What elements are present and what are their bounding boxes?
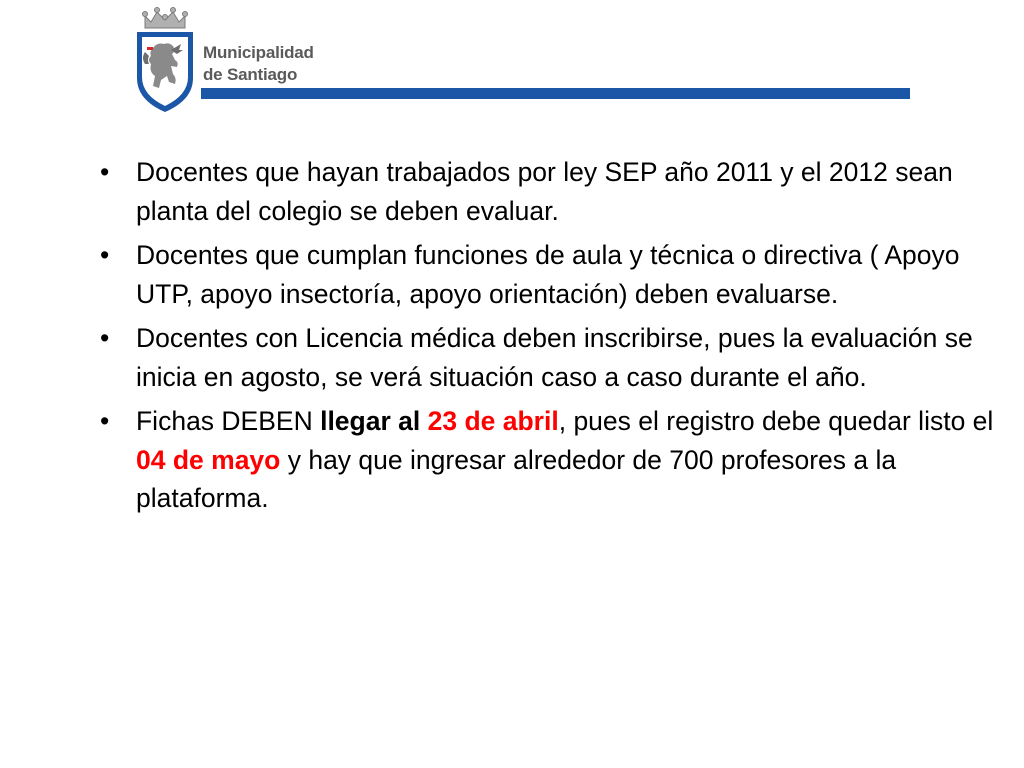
bullet-text-part: , pues el registro debe quedar listo el — [558, 406, 994, 436]
bullet-item — [92, 402, 1012, 518]
bullet-text: Docentes con Licencia médica deben inscribirse, pues la evaluación se inicia en agosto, se verá situación caso a caso durante el año. — [136, 323, 973, 392]
space — [420, 406, 427, 436]
bold-text: llegar al — [320, 406, 421, 436]
bullet-icon: • — [100, 406, 110, 436]
bullet-item — [92, 236, 1012, 313]
deadline-date-highlight: 23 de abril — [427, 406, 559, 436]
logo-text — [203, 42, 314, 86]
crown-icon — [143, 8, 188, 29]
bullet-icon: • — [100, 240, 110, 270]
logo-line-1: Municipalidad — [203, 43, 314, 62]
bullet-text-part: y hay que ingresar alrededor de 700 profesores a la plataforma. — [136, 444, 897, 513]
bullet-item — [92, 153, 1012, 230]
header-bar — [201, 88, 910, 99]
logo-line-2: de Santiago — [203, 65, 298, 84]
bullet-icon: • — [100, 323, 110, 353]
municipality-logo — [121, 4, 336, 118]
bullet-text-part: Fichas DEBEN — [136, 406, 321, 436]
bullet-text: Docentes que hayan trabajados por ley SEP año 2011 y el 2012 sean planta del colegio se deben evaluar. — [136, 157, 953, 226]
coat-of-arms-icon — [131, 4, 199, 116]
bullet-item — [92, 319, 1012, 396]
registration-date-highlight: 04 de mayo — [136, 444, 281, 475]
bullet-list — [92, 153, 1012, 524]
bullet-text: Docentes que cumplan funciones de aula y técnica o directiva ( Apoyo UTP, apoyo insectoría, apoyo orientación) deben evaluarse. — [136, 240, 960, 309]
bullet-icon: • — [100, 157, 110, 187]
bullet-text — [136, 406, 993, 513]
